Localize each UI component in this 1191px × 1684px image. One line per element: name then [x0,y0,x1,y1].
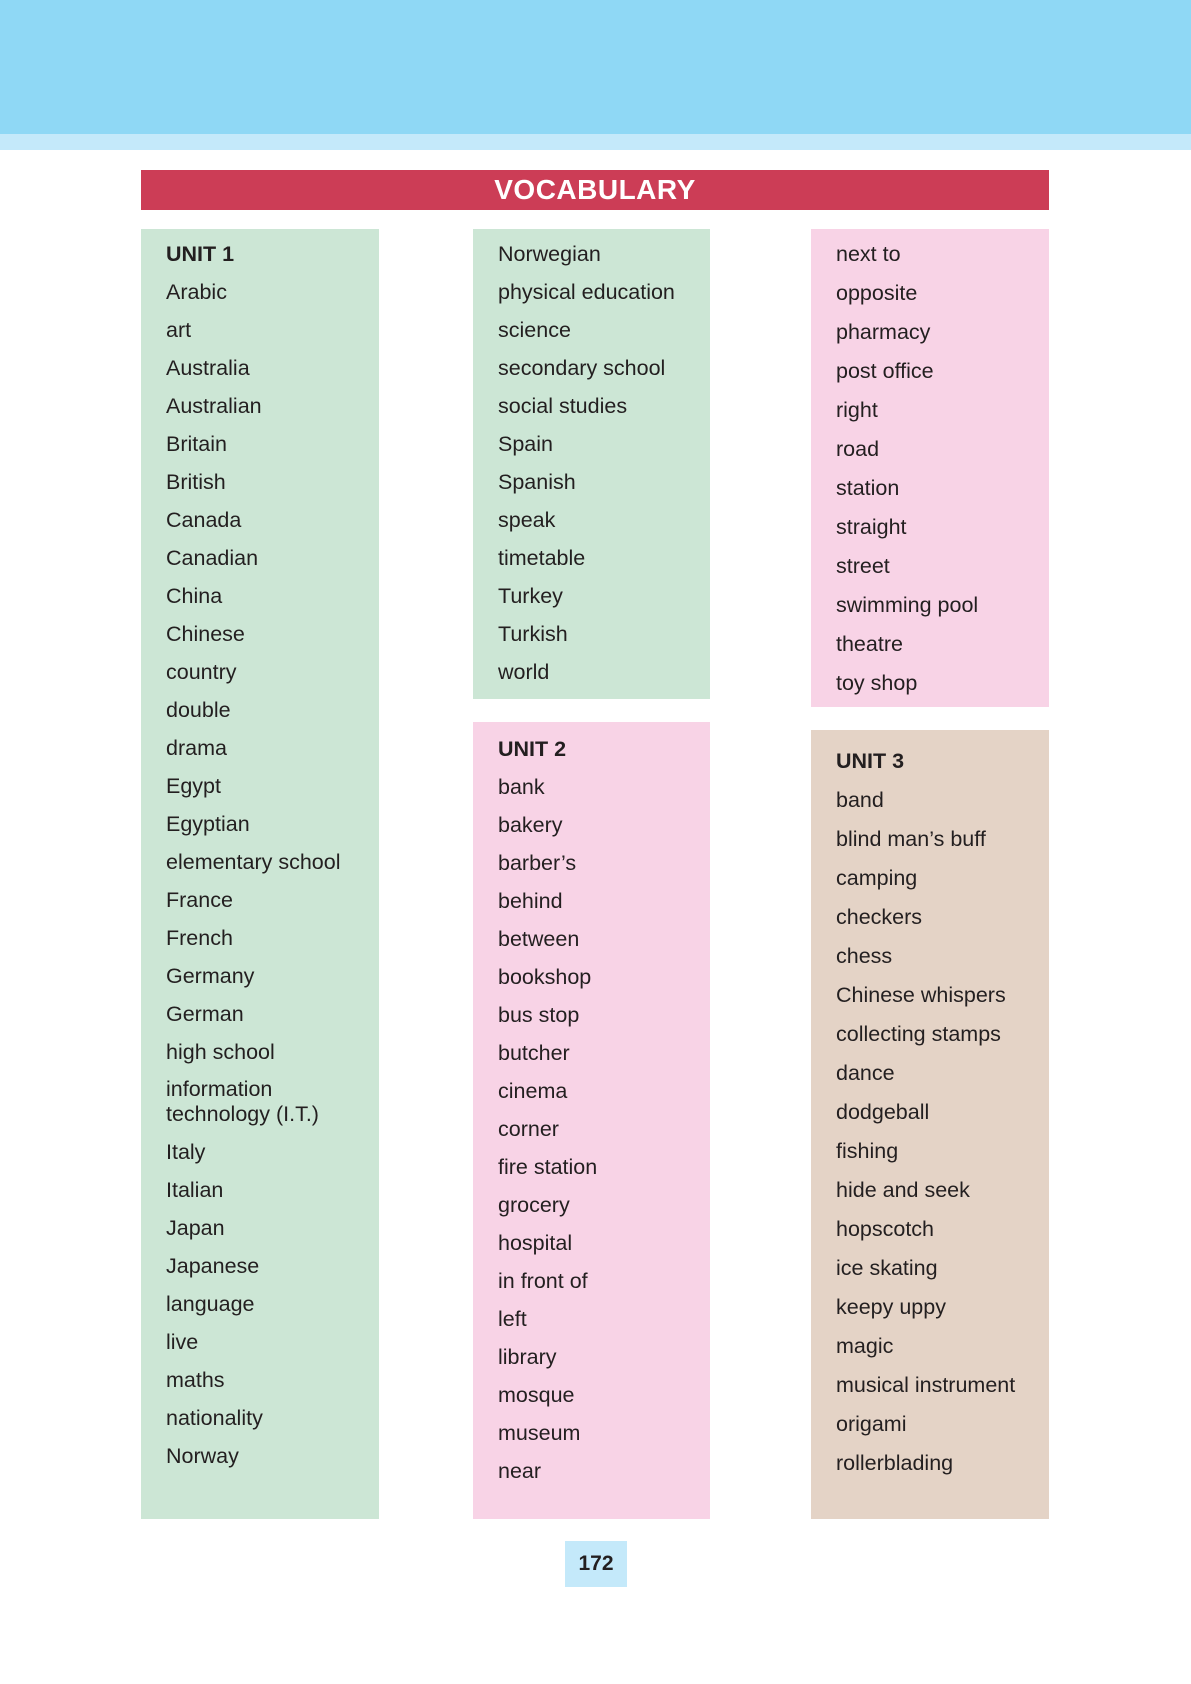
vocabulary-word: bakery [498,813,563,837]
vocabulary-word: rollerblading [836,1451,954,1475]
vocabulary-word: cinema [498,1079,568,1103]
vocabulary-word: band [836,788,884,812]
vocabulary-word: bank [498,775,545,799]
vocabulary-word: butcher [498,1041,570,1065]
vocabulary-word: toy shop [836,671,918,695]
vocabulary-word: between [498,927,580,951]
page-number: 172 [565,1541,627,1587]
vocabulary-word: Italian [166,1178,224,1202]
vocabulary-word: dance [836,1061,895,1085]
vocabulary-word: in front of [498,1269,588,1293]
vocabulary-word: social studies [498,394,628,418]
vocabulary-word: Germany [166,964,255,988]
vocabulary-word: corner [498,1117,559,1141]
vocabulary-word: live [166,1330,199,1354]
unit-2-heading: UNIT 2 [498,737,567,761]
header-band-strip [0,134,1191,150]
vocabulary-word: near [498,1459,542,1483]
vocabulary-word: British [166,470,226,494]
vocabulary-word: camping [836,866,918,890]
vocabulary-word: mosque [498,1383,575,1407]
vocabulary-word: nationality [166,1406,263,1430]
vocabulary-word: Arabic [166,280,227,304]
unit-2-word-list [498,774,710,1496]
vocabulary-word: Spanish [498,470,576,494]
vocabulary-word: keepy uppy [836,1295,946,1319]
unit-3-heading: UNIT 3 [836,749,905,773]
vocabulary-word: high school [166,1040,275,1064]
vocabulary-word: Egyptian [166,812,250,836]
vocabulary-word: France [166,888,233,912]
vocabulary-word: timetable [498,546,586,570]
vocabulary-word: fishing [836,1139,899,1163]
vocabulary-word: Japan [166,1216,225,1240]
unit-1-panel [141,229,379,1519]
vocabulary-word: Chinese whispers [836,983,1006,1007]
vocabulary-word: left [498,1307,527,1331]
page-title: VOCABULARY [141,170,1049,210]
unit-1-continued-panel [473,229,710,699]
vocabulary-word: straight [836,515,907,539]
vocabulary-word: Norway [166,1444,239,1468]
vocabulary-word: maths [166,1368,225,1392]
vocabulary-word: Canada [166,508,242,532]
vocabulary-word: ice skating [836,1256,938,1280]
vocabulary-word: world [498,660,550,684]
unit-2-continued-panel [811,229,1049,707]
vocabulary-word: Australia [166,356,250,380]
vocabulary-word: bookshop [498,965,592,989]
vocabulary-word: Japanese [166,1254,260,1278]
vocabulary-word: drama [166,736,227,760]
vocabulary-word: information technology (I.T.) [166,1077,319,1126]
vocabulary-word: Norwegian [498,242,601,266]
vocabulary-word: museum [498,1421,581,1445]
vocabulary-word: bus stop [498,1003,580,1027]
vocabulary-word: blind man’s buff [836,827,986,851]
vocabulary-word: Turkey [498,584,563,608]
vocabulary-word: collecting stamps [836,1022,1001,1046]
vocabulary-word: Australian [166,394,262,418]
vocabulary-word: origami [836,1412,907,1436]
unit-3-panel [811,730,1049,1519]
vocabulary-word: elementary school [166,850,341,874]
unit-2-panel [473,722,710,1519]
unit-1-continued-word-list [498,241,710,697]
vocabulary-word: hospital [498,1231,573,1255]
vocabulary-word: chess [836,944,893,968]
vocabulary-word: checkers [836,905,923,929]
vocabulary-word: Britain [166,432,227,456]
vocabulary-word: China [166,584,223,608]
vocabulary-word: right [836,398,878,422]
unit-2-continued-word-list [836,241,1049,709]
vocabulary-word: library [498,1345,557,1369]
vocabulary-word: Egypt [166,774,221,798]
vocabulary-word: Chinese [166,622,245,646]
vocabulary-word: German [166,1002,244,1026]
vocabulary-word: post office [836,359,934,383]
vocabulary-word: Canadian [166,546,259,570]
vocabulary-word: dodgeball [836,1100,930,1124]
vocabulary-word: language [166,1292,255,1316]
vocabulary-word: double [166,698,231,722]
vocabulary-word: fire station [498,1155,598,1179]
vocabulary-word: musical instrument [836,1373,1016,1397]
vocabulary-word: barber’s [498,851,577,875]
vocabulary-word: hopscotch [836,1217,935,1241]
unit-1-word-list [166,279,379,1481]
vocabulary-word: pharmacy [836,320,931,344]
vocabulary-word: Turkish [498,622,568,646]
vocabulary-word: art [166,318,192,342]
vocabulary-word: street [836,554,890,578]
vocabulary-word: next to [836,242,901,266]
unit-1-heading: UNIT 1 [166,242,235,266]
vocabulary-word: Italy [166,1140,206,1164]
vocabulary-word: Spain [498,432,553,456]
vocabulary-word: behind [498,889,563,913]
vocabulary-word: science [498,318,571,342]
vocabulary-word: country [166,660,237,684]
header-band [0,0,1191,134]
vocabulary-word: road [836,437,880,461]
vocabulary-word: opposite [836,281,918,305]
vocabulary-word: theatre [836,632,903,656]
vocabulary-word: grocery [498,1193,570,1217]
vocabulary-word: speak [498,508,556,532]
vocabulary-word: station [836,476,900,500]
vocabulary-word: swimming pool [836,593,979,617]
vocabulary-word: hide and seek [836,1178,970,1202]
vocabulary-word: magic [836,1334,894,1358]
vocabulary-word: secondary school [498,356,666,380]
vocabulary-word: physical education [498,280,675,304]
vocabulary-word: French [166,926,233,950]
unit-3-word-list [836,787,1049,1489]
